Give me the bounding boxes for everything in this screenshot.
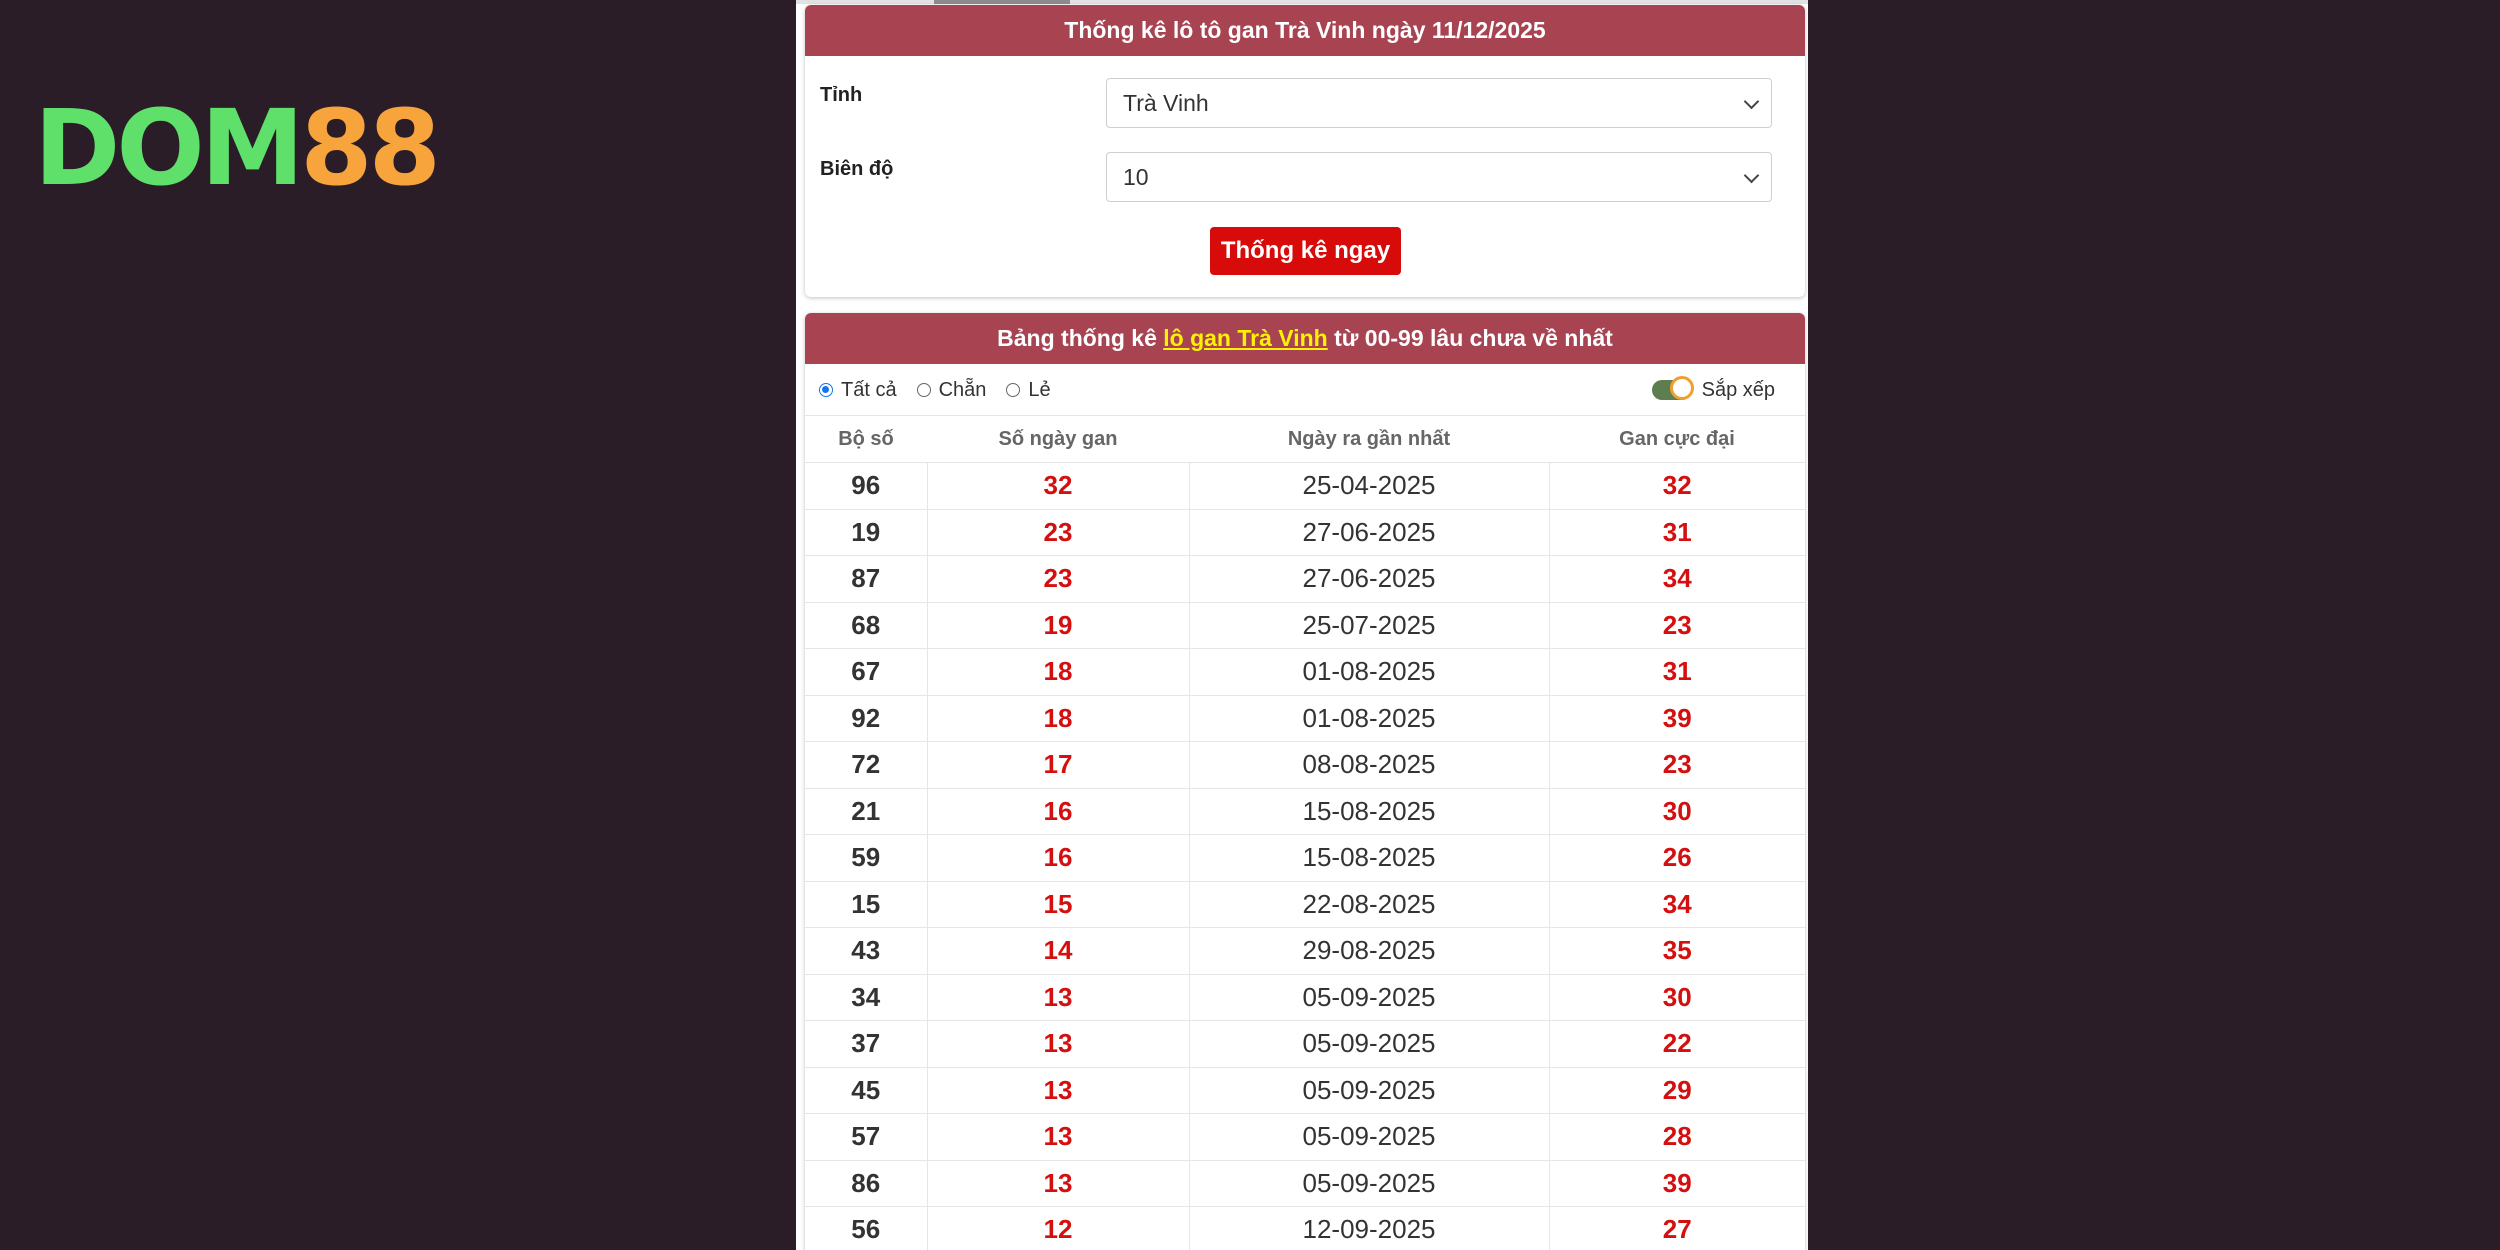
table-row <box>805 742 1805 789</box>
content-column <box>796 0 1808 1250</box>
cell-number: 67 <box>805 649 927 696</box>
cell-gan-days: 18 <box>927 649 1189 696</box>
cell-number: 56 <box>805 1207 927 1250</box>
cell-gan-days: 13 <box>927 1021 1189 1068</box>
table-row <box>805 788 1805 835</box>
range-label: Biên độ <box>820 158 894 180</box>
cell-max-gan: 22 <box>1549 1021 1805 1068</box>
cell-number: 72 <box>805 742 927 789</box>
cell-max-gan: 39 <box>1549 1160 1805 1207</box>
province-select-value: Trà Vinh <box>1123 89 1209 116</box>
table-header-row <box>805 416 1805 463</box>
sort-toggle-group <box>1652 364 1775 416</box>
cell-number: 86 <box>805 1160 927 1207</box>
range-select-value: 10 <box>1123 163 1149 190</box>
cell-gan-days: 17 <box>927 742 1189 789</box>
sort-toggle[interactable] <box>1652 380 1692 400</box>
cell-number: 34 <box>805 974 927 1021</box>
table-title-link[interactable]: lô gan Trà Vinh <box>1163 325 1328 351</box>
parity-filter <box>819 364 1071 416</box>
cell-gan-days: 12 <box>927 1207 1189 1250</box>
province-select[interactable] <box>1106 78 1772 128</box>
cell-number: 59 <box>805 835 927 882</box>
cell-last-date: 29-08-2025 <box>1189 928 1549 975</box>
cell-gan-days: 14 <box>927 928 1189 975</box>
cell-number: 37 <box>805 1021 927 1068</box>
toggle-knob <box>1670 376 1694 400</box>
table-row <box>805 1160 1805 1207</box>
dom88-logo <box>34 87 437 209</box>
cell-gan-days: 15 <box>927 881 1189 928</box>
sort-label: Sắp xếp <box>1701 378 1775 401</box>
filter-even-label: Chẵn <box>938 378 987 401</box>
cell-number: 43 <box>805 928 927 975</box>
cell-max-gan: 35 <box>1549 928 1805 975</box>
table-row <box>805 881 1805 928</box>
table-title <box>805 313 1805 364</box>
cell-last-date: 05-09-2025 <box>1189 1021 1549 1068</box>
header-last-date: Ngày ra gần nhất <box>1189 416 1549 463</box>
cell-number: 68 <box>805 602 927 649</box>
filter-all-radio[interactable] <box>819 379 897 402</box>
cell-last-date: 01-08-2025 <box>1189 695 1549 742</box>
cell-max-gan: 31 <box>1549 509 1805 556</box>
table-row <box>805 1067 1805 1114</box>
cell-max-gan: 29 <box>1549 1067 1805 1114</box>
cell-last-date: 27-06-2025 <box>1189 556 1549 603</box>
table-row <box>805 1114 1805 1161</box>
cell-max-gan: 26 <box>1549 835 1805 882</box>
cell-max-gan: 31 <box>1549 649 1805 696</box>
cell-max-gan: 23 <box>1549 742 1805 789</box>
cell-gan-days: 13 <box>927 1160 1189 1207</box>
cell-last-date: 05-09-2025 <box>1189 1114 1549 1161</box>
cell-gan-days: 23 <box>927 509 1189 556</box>
cell-number: 57 <box>805 1114 927 1161</box>
radio-unchecked-icon[interactable] <box>917 383 931 397</box>
table-row <box>805 556 1805 603</box>
cell-last-date: 22-08-2025 <box>1189 881 1549 928</box>
filter-all-label: Tất cả <box>841 378 897 401</box>
logo-text-88: 88 <box>300 87 437 209</box>
cell-number: 19 <box>805 509 927 556</box>
cell-max-gan: 23 <box>1549 602 1805 649</box>
cell-gan-days: 16 <box>927 788 1189 835</box>
table-row <box>805 463 1805 510</box>
filter-odd-radio[interactable] <box>1006 379 1050 402</box>
stats-form-card <box>805 5 1805 297</box>
cell-max-gan: 30 <box>1549 788 1805 835</box>
cell-gan-days: 13 <box>927 974 1189 1021</box>
header-max-gan: Gan cực đại <box>1549 416 1805 463</box>
chevron-down-icon <box>1744 168 1760 184</box>
cell-max-gan: 27 <box>1549 1207 1805 1250</box>
cell-max-gan: 39 <box>1549 695 1805 742</box>
cell-max-gan: 34 <box>1549 881 1805 928</box>
form-title: Thống kê lô tô gan Trà Vinh ngày 11/12/2025 <box>805 5 1805 56</box>
cell-last-date: 05-09-2025 <box>1189 974 1549 1021</box>
filter-odd-label: Lẻ <box>1028 378 1051 401</box>
header-gan-days: Số ngày gan <box>927 416 1189 463</box>
cell-last-date: 08-08-2025 <box>1189 742 1549 789</box>
cell-gan-days: 23 <box>927 556 1189 603</box>
table-row <box>805 1207 1805 1250</box>
submit-button[interactable]: Thống kê ngay <box>1210 227 1401 275</box>
cell-last-date: 25-04-2025 <box>1189 463 1549 510</box>
gan-table-card <box>805 313 1805 1250</box>
cell-last-date: 15-08-2025 <box>1189 835 1549 882</box>
table-row <box>805 835 1805 882</box>
table-row <box>805 649 1805 696</box>
cell-gan-days: 19 <box>927 602 1189 649</box>
cell-max-gan: 32 <box>1549 463 1805 510</box>
cell-max-gan: 34 <box>1549 556 1805 603</box>
cell-last-date: 05-09-2025 <box>1189 1067 1549 1114</box>
cell-gan-days: 13 <box>927 1114 1189 1161</box>
logo-text-dom: DOM <box>34 87 301 209</box>
gan-table <box>805 416 1805 1250</box>
cell-number: 15 <box>805 881 927 928</box>
table-row <box>805 974 1805 1021</box>
cell-max-gan: 28 <box>1549 1114 1805 1161</box>
radio-checked-icon[interactable] <box>819 383 833 397</box>
province-label: Tỉnh <box>820 84 863 106</box>
cell-number: 92 <box>805 695 927 742</box>
table-row <box>805 509 1805 556</box>
table-row <box>805 1021 1805 1068</box>
cell-max-gan: 30 <box>1549 974 1805 1021</box>
cell-last-date: 27-06-2025 <box>1189 509 1549 556</box>
cell-number: 87 <box>805 556 927 603</box>
table-title-suffix: từ 00-99 lâu chưa về nhất <box>1327 325 1613 351</box>
range-select[interactable] <box>1106 152 1772 202</box>
province-row <box>805 78 1805 130</box>
radio-unchecked-icon[interactable] <box>1006 383 1020 397</box>
table-row <box>805 602 1805 649</box>
table-row <box>805 928 1805 975</box>
cell-gan-days: 16 <box>927 835 1189 882</box>
active-tab-indicator[interactable] <box>934 0 1070 4</box>
cell-last-date: 15-08-2025 <box>1189 788 1549 835</box>
tab-strip <box>796 0 1808 4</box>
cell-gan-days: 18 <box>927 695 1189 742</box>
cell-last-date: 25-07-2025 <box>1189 602 1549 649</box>
cell-number: 96 <box>805 463 927 510</box>
header-number: Bộ số <box>805 416 927 463</box>
range-row <box>805 152 1805 204</box>
cell-gan-days: 32 <box>927 463 1189 510</box>
table-body <box>805 463 1805 1250</box>
cell-last-date: 01-08-2025 <box>1189 649 1549 696</box>
cell-gan-days: 13 <box>927 1067 1189 1114</box>
cell-last-date: 12-09-2025 <box>1189 1207 1549 1250</box>
filter-even-radio[interactable] <box>917 379 987 402</box>
cell-number: 45 <box>805 1067 927 1114</box>
table-row <box>805 695 1805 742</box>
chevron-down-icon <box>1744 94 1760 110</box>
cell-number: 21 <box>805 788 927 835</box>
table-title-prefix: Bảng thống kê <box>997 325 1164 351</box>
filter-bar <box>805 364 1805 416</box>
cell-last-date: 05-09-2025 <box>1189 1160 1549 1207</box>
